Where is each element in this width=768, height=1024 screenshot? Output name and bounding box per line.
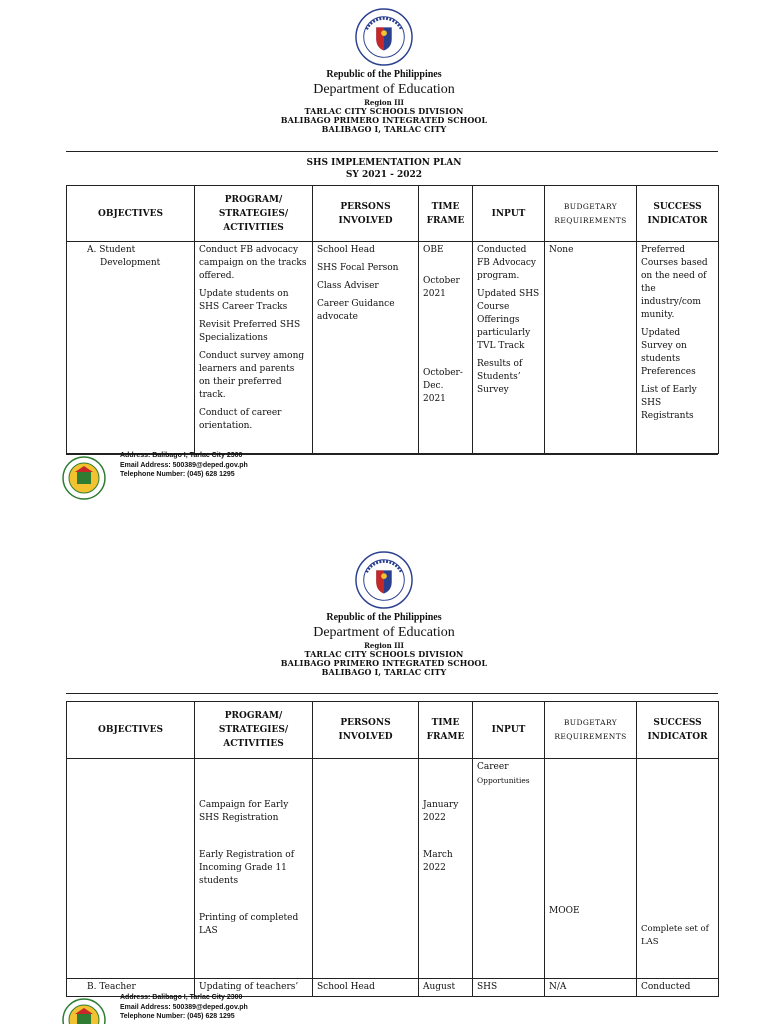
republic-line: Republic of the Philippines [326, 69, 442, 80]
activity-item: Printing of completed LAS [199, 913, 299, 936]
col-success-line: SUCCESS [653, 201, 702, 212]
footer-address: Address: Balibago I, Tarlac City 2300 [120, 994, 243, 1001]
location-line: BALIBAGO I, TARLAC CITY [321, 124, 447, 134]
col-budget-line: REQUIREMENTS [554, 215, 627, 225]
republic-line: Republic of the Philippines [326, 612, 442, 623]
time-item: January 2022 [423, 800, 459, 823]
col-budget [545, 702, 637, 759]
input-item: Conducted FB Advocacy program. [477, 245, 537, 281]
col-persons-line: PERSONS [340, 201, 391, 212]
col-persons-line: INVOLVED [338, 732, 393, 742]
objective-cell [67, 242, 195, 454]
col-program-line: STRATEGIES/ [218, 208, 289, 219]
col-program-line: PROGRAM/ [224, 194, 283, 205]
header-rule [66, 693, 718, 694]
col-time-line: TIME [431, 718, 460, 728]
success-item: Preferred Courses based on the need of the industry/com munity. [641, 245, 708, 320]
implementation-plan-table [66, 701, 719, 997]
activity-item: Revisit Preferred SHS Specializations [199, 320, 301, 343]
school-year-line: SY 2021 - 2022 [345, 170, 423, 180]
success-cell [637, 759, 719, 979]
person-item: Class Adviser [317, 281, 379, 291]
header-rule [66, 151, 718, 152]
implementation-plan-table [66, 185, 719, 454]
table-row [67, 242, 719, 454]
time-item: October-Dec. 2021 [423, 368, 463, 404]
input-item: Career [477, 762, 509, 772]
col-program [195, 702, 313, 759]
footer-email: Email Address: 500389@deped.gov.ph [120, 461, 248, 469]
input-item: Opportunities [477, 776, 530, 785]
input-cell [473, 759, 545, 979]
time-item: March 2022 [423, 850, 453, 873]
table-row [67, 759, 719, 979]
success-cell: Conducted [637, 979, 719, 997]
success-item: Complete set of LAS [641, 924, 709, 947]
col-objectives: OBJECTIVES [67, 702, 195, 759]
footer-phone: Telephone Number: (045) 628 1295 [120, 1013, 235, 1020]
time-cell [419, 242, 473, 454]
time-cell [419, 759, 473, 979]
footer-phone: Telephone Number: (045) 628 1295 [120, 471, 235, 478]
col-success-line: INDICATOR [647, 215, 708, 226]
department-line: Department of Education [313, 82, 455, 97]
time-item: October 2021 [423, 276, 460, 299]
col-budget-line: REQUIREMENTS [554, 732, 627, 741]
budget-cell: None [545, 242, 637, 454]
input-cell: SHS [473, 979, 545, 997]
col-program-line: ACTIVITIES [223, 222, 284, 233]
input-cell [473, 242, 545, 454]
school-logo-icon [62, 456, 106, 500]
col-success-line: SUCCESS [653, 718, 702, 728]
col-time-line: FRAME [426, 215, 465, 226]
objective-text: A. Student [87, 245, 136, 255]
deped-seal-icon [355, 551, 413, 609]
person-item: Career Guidance advocate [317, 299, 395, 322]
col-success-line: INDICATOR [647, 732, 708, 742]
person-item: School Head [317, 245, 375, 255]
col-success [637, 186, 719, 242]
persons-cell [313, 242, 419, 454]
division-line: TARLAC CITY SCHOOLS DIVISION [304, 106, 464, 116]
letterhead [0, 613, 768, 676]
time-item: OBE [423, 245, 444, 255]
col-time [419, 702, 473, 759]
footer-email: Email Address: 500389@deped.gov.ph [120, 1003, 248, 1011]
col-input: INPUT [473, 186, 545, 242]
col-time [419, 186, 473, 242]
table-header-row [67, 186, 719, 242]
col-budget-line: BUDGETARY [563, 201, 618, 211]
department-line: Department of Education [313, 625, 455, 640]
region-line: Region III [364, 98, 404, 107]
success-item: List of Early SHS Registrants [641, 385, 697, 421]
budget-cell: N/A [545, 979, 637, 997]
col-time-line: FRAME [426, 732, 465, 742]
budget-item: MOOE [549, 906, 580, 916]
col-program-line: STRATEGIES/ [218, 725, 289, 735]
school-line: BALIBAGO PRIMERO INTEGRATED SCHOOL [280, 658, 488, 668]
location-line: BALIBAGO I, TARLAC CITY [321, 667, 447, 677]
budget-cell [545, 759, 637, 979]
col-program [195, 186, 313, 242]
objective-cell [67, 759, 195, 979]
objective-cell: B. Teacher [67, 979, 195, 997]
col-persons-line: PERSONS [340, 718, 391, 728]
activity-item: Conduct survey among learners and parents on their preferred track. [199, 351, 305, 400]
col-budget [545, 186, 637, 242]
person-item: SHS Focal Person [317, 263, 399, 273]
letterhead [0, 70, 768, 133]
objective-text: Development [100, 258, 161, 268]
col-persons [313, 702, 419, 759]
activity-item: Early Registration of Incoming Grade 11 students [199, 850, 295, 886]
division-line: TARLAC CITY SCHOOLS DIVISION [304, 649, 464, 659]
success-item: Updated Survey on students Preferences [641, 328, 696, 377]
col-program-line: PROGRAM/ [224, 711, 283, 721]
col-budget-line: BUDGETARY [563, 718, 618, 727]
footer-text [120, 451, 248, 480]
col-time-line: TIME [431, 201, 460, 212]
activity-item: Campaign for Early SHS Registration [199, 800, 289, 823]
success-cell [637, 242, 719, 454]
table-header-row [67, 702, 719, 759]
col-persons [313, 186, 419, 242]
school-logo-icon [62, 998, 106, 1024]
col-input: INPUT [473, 702, 545, 759]
activities-cell: Updating of teachers’ [195, 979, 313, 997]
activity-item: Conduct of career orientation. [199, 408, 282, 431]
school-line: BALIBAGO PRIMERO INTEGRATED SCHOOL [280, 115, 488, 125]
plan-title [0, 157, 768, 181]
region-line: Region III [364, 641, 404, 650]
col-persons-line: INVOLVED [338, 215, 393, 226]
col-success [637, 702, 719, 759]
input-item: Updated SHS Course Offerings particularly TVL Track [477, 289, 540, 351]
col-program-line: ACTIVITIES [223, 739, 284, 749]
activity-item: Conduct FB advocacy campaign on the tracks offered. [199, 245, 307, 281]
footer-address: Address: Balibago I, Tarlac City 2300 [120, 452, 243, 459]
activity-item: Update students on SHS Career Tracks [199, 289, 289, 312]
input-item: Results of Students’ Survey [477, 359, 523, 395]
footer-text [120, 993, 248, 1022]
persons-cell: School Head [313, 979, 419, 997]
persons-cell [313, 759, 419, 979]
time-cell: August [419, 979, 473, 997]
deped-seal-icon [355, 8, 413, 66]
activities-cell [195, 242, 313, 454]
plan-title-line: SHS IMPLEMENTATION PLAN [306, 158, 462, 168]
activities-cell [195, 759, 313, 979]
col-objectives: OBJECTIVES [67, 186, 195, 242]
